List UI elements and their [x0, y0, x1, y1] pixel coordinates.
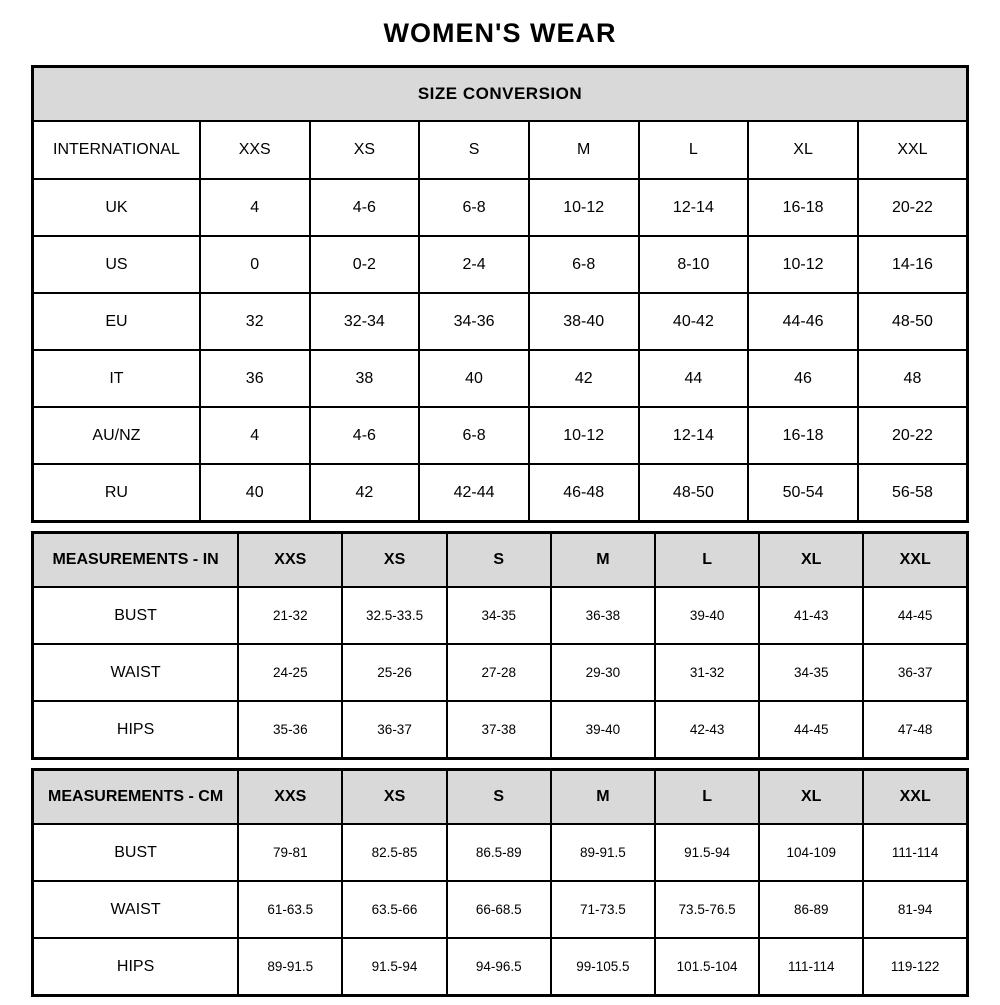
measurements_cm-size-column-header: XS — [342, 770, 446, 825]
measurements_cm-value-cell: 82.5-85 — [342, 824, 446, 881]
measurements_in-size-column-header: M — [551, 533, 655, 588]
measurements_in-size-column-header: XL — [759, 533, 863, 588]
measurements_cm-value-cell: 79-81 — [238, 824, 342, 881]
measurements_in-value-cell: 31-32 — [655, 644, 759, 701]
size_conversion-row-label: US — [33, 236, 200, 293]
size_conversion-value-cell: 12-14 — [639, 407, 749, 464]
size_conversion-value-cell: 0 — [200, 236, 310, 293]
size_conversion-value-cell: 42 — [529, 350, 639, 407]
size_conversion-row-label: EU — [33, 293, 200, 350]
size_conversion-table-row — [33, 293, 968, 350]
size_conversion-column-header: INTERNATIONAL — [33, 121, 200, 179]
measurements_in-value-cell: 35-36 — [238, 701, 342, 759]
size_conversion-value-cell: 10-12 — [748, 236, 858, 293]
measurements_in-size-column-header: XXS — [238, 533, 342, 588]
size_conversion-value-cell: 40 — [419, 350, 529, 407]
size_conversion-table-row — [33, 236, 968, 293]
size_conversion-column-header: S — [419, 121, 529, 179]
size_conversion-column-header: XXL — [858, 121, 968, 179]
size_conversion-value-cell: 8-10 — [639, 236, 749, 293]
size_conversion-row-label: RU — [33, 464, 200, 522]
measurements_in-table-title: MEASUREMENTS - IN — [33, 533, 239, 588]
size_conversion-value-cell: 50-54 — [748, 464, 858, 522]
size_conversion-value-cell: 56-58 — [858, 464, 968, 522]
measurements_cm-value-cell: 61-63.5 — [238, 881, 342, 938]
measurements_in-size-column-header: L — [655, 533, 759, 588]
size_conversion-table-row — [33, 407, 968, 464]
size_conversion-value-cell: 48-50 — [639, 464, 749, 522]
measurements_in-table-row — [33, 587, 968, 644]
measurements_cm-size-column-header: M — [551, 770, 655, 825]
size_conversion-table-row — [33, 350, 968, 407]
measurements-cm-header-row — [33, 770, 968, 825]
measurements_cm-value-cell: 91.5-94 — [655, 824, 759, 881]
measurements_cm-value-cell: 89-91.5 — [238, 938, 342, 996]
size_conversion-value-cell: 10-12 — [529, 407, 639, 464]
size_conversion-value-cell: 4 — [200, 407, 310, 464]
size_conversion-value-cell: 12-14 — [639, 179, 749, 236]
measurements_cm-value-cell: 73.5-76.5 — [655, 881, 759, 938]
measurements_in-table-row — [33, 644, 968, 701]
measurements_in-size-column-header: S — [447, 533, 551, 588]
measurements_in-value-cell: 39-40 — [655, 587, 759, 644]
measurements-cm-body — [33, 824, 968, 996]
measurements_cm-value-cell: 81-94 — [863, 881, 967, 938]
size_conversion-column-header: M — [529, 121, 639, 179]
size_conversion-row-label: AU/NZ — [33, 407, 200, 464]
size-conversion-column-header-row — [33, 121, 968, 179]
size-conversion-banner-row — [33, 67, 968, 122]
measurements_cm-value-cell: 119-122 — [863, 938, 967, 996]
size_conversion-value-cell: 6-8 — [419, 179, 529, 236]
measurements_cm-size-column-header: L — [655, 770, 759, 825]
measurements_in-value-cell: 32.5-33.5 — [342, 587, 446, 644]
size_conversion-column-header: L — [639, 121, 749, 179]
size_conversion-value-cell: 16-18 — [748, 407, 858, 464]
measurements_in-value-cell: 36-37 — [342, 701, 446, 759]
size_conversion-value-cell: 0-2 — [310, 236, 420, 293]
measurements_in-row-label: HIPS — [33, 701, 239, 759]
size_conversion-value-cell: 6-8 — [419, 407, 529, 464]
measurements_in-value-cell: 34-35 — [759, 644, 863, 701]
measurements_cm-value-cell: 86-89 — [759, 881, 863, 938]
size_conversion-value-cell: 42 — [310, 464, 420, 522]
size_conversion-value-cell: 40 — [200, 464, 310, 522]
size_conversion-value-cell: 16-18 — [748, 179, 858, 236]
measurements_cm-size-column-header: XXS — [238, 770, 342, 825]
measurements_cm-value-cell: 111-114 — [863, 824, 967, 881]
size_conversion-column-header: XS — [310, 121, 420, 179]
size_conversion-value-cell: 2-4 — [419, 236, 529, 293]
size_conversion-value-cell: 4-6 — [310, 179, 420, 236]
measurements_in-value-cell: 41-43 — [759, 587, 863, 644]
size_conversion-value-cell: 14-16 — [858, 236, 968, 293]
measurements_in-value-cell: 37-38 — [447, 701, 551, 759]
measurements_in-value-cell: 24-25 — [238, 644, 342, 701]
size_conversion-value-cell: 38-40 — [529, 293, 639, 350]
size_conversion-value-cell: 4-6 — [310, 407, 420, 464]
measurements_in-row-label: BUST — [33, 587, 239, 644]
measurements_in-value-cell: 29-30 — [551, 644, 655, 701]
measurements_cm-value-cell: 111-114 — [759, 938, 863, 996]
page-title: WOMEN'S WEAR — [383, 18, 617, 48]
measurements_cm-value-cell: 101.5-104 — [655, 938, 759, 996]
measurements_in-value-cell: 21-32 — [238, 587, 342, 644]
size_conversion-column-header: XXS — [200, 121, 310, 179]
size_conversion-value-cell: 32 — [200, 293, 310, 350]
measurements_cm-table-row — [33, 938, 968, 996]
size_conversion-value-cell: 10-12 — [529, 179, 639, 236]
measurements_in-value-cell: 39-40 — [551, 701, 655, 759]
measurements-in-header-row — [33, 533, 968, 588]
measurements_in-value-cell: 42-43 — [655, 701, 759, 759]
size_conversion-value-cell: 4 — [200, 179, 310, 236]
size-conversion-header: SIZE CONVERSION — [33, 67, 968, 122]
measurements-cm-table — [31, 768, 969, 997]
size_conversion-value-cell: 48-50 — [858, 293, 968, 350]
size-chart-page — [31, 0, 969, 997]
size-conversion-table — [31, 65, 969, 523]
size_conversion-value-cell: 36 — [200, 350, 310, 407]
measurements_in-value-cell: 36-38 — [551, 587, 655, 644]
size_conversion-value-cell: 38 — [310, 350, 420, 407]
size_conversion-value-cell: 6-8 — [529, 236, 639, 293]
size_conversion-value-cell: 46 — [748, 350, 858, 407]
measurements_in-value-cell: 34-35 — [447, 587, 551, 644]
measurements_cm-value-cell: 86.5-89 — [447, 824, 551, 881]
measurements_in-size-column-header: XS — [342, 533, 446, 588]
measurements_in-value-cell: 27-28 — [447, 644, 551, 701]
measurements_in-size-column-header: XXL — [863, 533, 967, 588]
size_conversion-value-cell: 20-22 — [858, 179, 968, 236]
measurements_in-value-cell: 25-26 — [342, 644, 446, 701]
size_conversion-value-cell: 48 — [858, 350, 968, 407]
measurements_in-value-cell: 44-45 — [863, 587, 967, 644]
measurements_cm-size-column-header: S — [447, 770, 551, 825]
size_conversion-row-label: UK — [33, 179, 200, 236]
measurements_cm-row-label: WAIST — [33, 881, 239, 938]
measurements_cm-value-cell: 99-105.5 — [551, 938, 655, 996]
measurements_cm-table-row — [33, 881, 968, 938]
size_conversion-value-cell: 46-48 — [529, 464, 639, 522]
size_conversion-column-header: XL — [748, 121, 858, 179]
measurements_cm-table-row — [33, 824, 968, 881]
size_conversion-value-cell: 42-44 — [419, 464, 529, 522]
measurements_cm-value-cell: 71-73.5 — [551, 881, 655, 938]
measurements-in-body — [33, 587, 968, 759]
size_conversion-value-cell: 44 — [639, 350, 749, 407]
size-conversion-body — [33, 179, 968, 522]
measurements_in-value-cell: 44-45 — [759, 701, 863, 759]
size_conversion-table-row — [33, 179, 968, 236]
measurements-in-table — [31, 531, 969, 760]
size_conversion-value-cell: 44-46 — [748, 293, 858, 350]
measurements_cm-value-cell: 89-91.5 — [551, 824, 655, 881]
size_conversion-value-cell: 20-22 — [858, 407, 968, 464]
measurements_cm-value-cell: 63.5-66 — [342, 881, 446, 938]
measurements_in-value-cell: 36-37 — [863, 644, 967, 701]
measurements_cm-size-column-header: XXL — [863, 770, 967, 825]
measurements_cm-value-cell: 104-109 — [759, 824, 863, 881]
measurements_cm-row-label: HIPS — [33, 938, 239, 996]
size_conversion-value-cell: 40-42 — [639, 293, 749, 350]
measurements_cm-row-label: BUST — [33, 824, 239, 881]
size_conversion-row-label: IT — [33, 350, 200, 407]
measurements_in-value-cell: 47-48 — [863, 701, 967, 759]
measurements_cm-value-cell: 91.5-94 — [342, 938, 446, 996]
measurements_in-row-label: WAIST — [33, 644, 239, 701]
size_conversion-value-cell: 34-36 — [419, 293, 529, 350]
measurements_cm-value-cell: 94-96.5 — [447, 938, 551, 996]
measurements_cm-size-column-header: XL — [759, 770, 863, 825]
measurements_in-table-row — [33, 701, 968, 759]
size_conversion-value-cell: 32-34 — [310, 293, 420, 350]
measurements_cm-table-title: MEASUREMENTS - CM — [33, 770, 239, 825]
size_conversion-table-row — [33, 464, 968, 522]
measurements_cm-value-cell: 66-68.5 — [447, 881, 551, 938]
